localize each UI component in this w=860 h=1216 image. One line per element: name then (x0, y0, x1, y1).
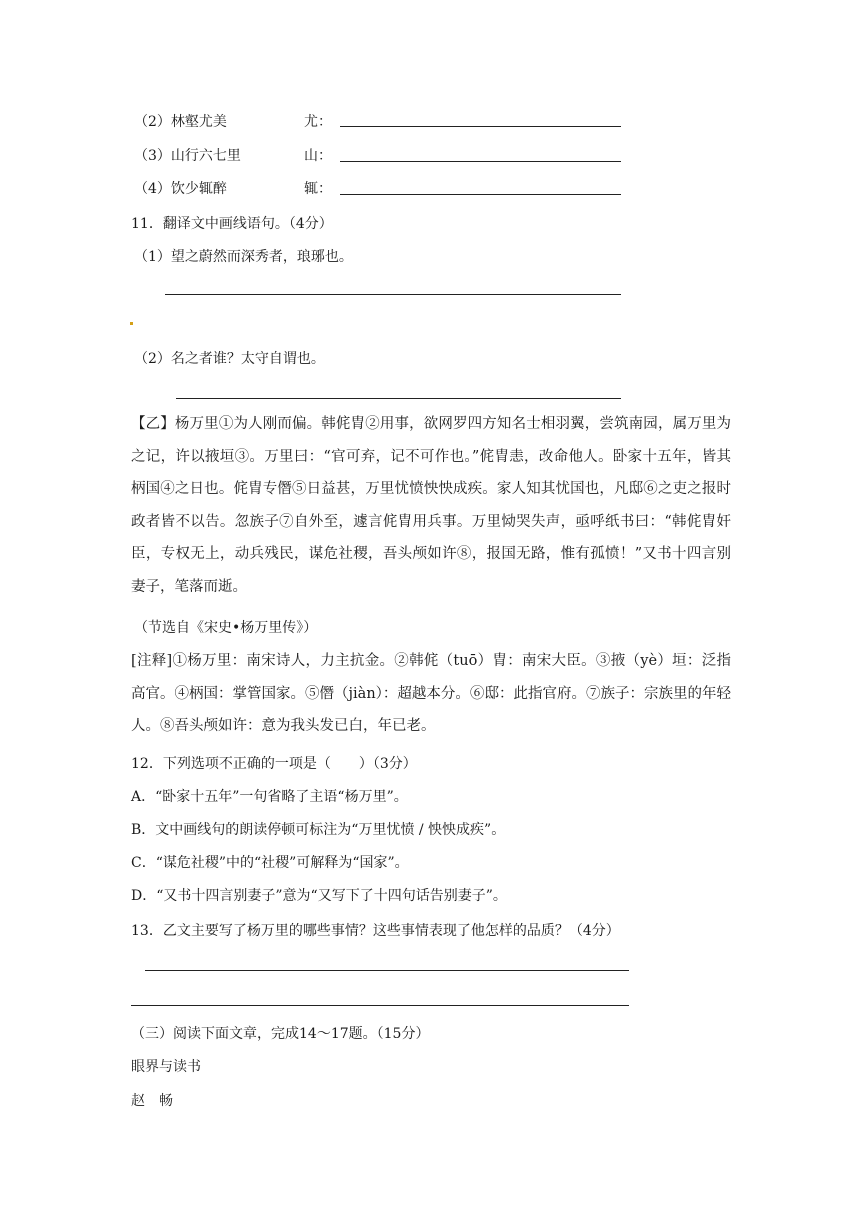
q12-option-a: A．“卧家十五年”一句省略了主语“杨万里”。 (131, 789, 408, 805)
answer-line-q13-1[interactable] (145, 970, 629, 971)
vocab-item-4: （4）饮少辄醉 (134, 181, 227, 197)
vocab-char-3: 山： (304, 148, 332, 164)
passage-b-notes: [注释]①杨万里：南宋诗人，力主抗金。②韩侂（tuō）胄：南宋大臣。③掖（yè）垣：泛指高官。④柄国：掌管国家。⑤僭（jiàn）：超越本分。⑥邸：此指官府。⑦族子：宗族里的年轻人。⑧吾头颅如许：意为我头发已白，年已老。 (131, 653, 731, 734)
answer-line-vocab-4[interactable] (340, 194, 621, 195)
stray-mark (130, 322, 133, 325)
q12-option-d: D．“又书十四言别妻子”意为“又写下了十四句话告别妻子”。 (131, 888, 507, 904)
answer-line-q13-2[interactable] (131, 1005, 629, 1006)
q13-stem: 13．乙文主要写了杨万里的哪些事情？这些事情表现了他怎样的品质？（4分） (131, 923, 620, 939)
vocab-item-3: （3）山行六七里 (134, 148, 241, 164)
vocab-char-4: 辄： (304, 181, 332, 197)
q11-sentence-1: （1）望之蔚然而深秀者，琅琊也。 (134, 249, 353, 265)
q12-stem: 12．下列选项不正确的一项是（ ）（3分） (131, 756, 417, 772)
vocab-char-2: 尤： (304, 114, 332, 130)
passage-b-text: 【乙】杨万里①为人刚而偏。韩侂胄②用事，欲网罗四方知名士相羽翼，尝筑南园，属万里为之记，许以掖垣③。万里曰：“官可弃，记不可作也。”侂胄恚，改命他人。卧家十五年，皆其柄国④之日也。侂胄专僭⑤日益甚，万里忧愤怏怏成疾。家人知其忧国也，凡邸⑥之吏之报时政者皆不以告。忽族子⑦自外至，遽言侂胄用兵事。万里恸哭失声，亟呼纸书曰：“韩侂胄奸臣，专权无上，动兵残民，谋危社稷，吾头颅如许⑧，报国无路，惟有孤愤！”又书十四言别妻子，笔落而逝。 (131, 416, 731, 595)
article-author: 赵 畅 (131, 1093, 173, 1109)
q11-sentence-2: （2）名之者谁？太守自谓也。 (134, 351, 325, 367)
section-3-heading: （三）阅读下面文章，完成14～17题。（15分） (131, 1026, 430, 1042)
answer-line-q11-2[interactable] (176, 398, 621, 399)
q12-option-b: B．文中画线句的朗读停顿可标注为“万里忧愤 / 怏怏成疾”。 (131, 822, 506, 838)
q11-stem: 11．翻译文中画线语句。（4分） (131, 216, 333, 232)
answer-line-vocab-3[interactable] (340, 161, 621, 162)
vocab-item-2: （2）林壑尤美 (134, 114, 227, 130)
answer-line-vocab-2[interactable] (340, 126, 621, 127)
passage-b-source: （节选自《宋史•杨万里传》） (134, 620, 318, 636)
answer-line-q11-1[interactable] (165, 294, 621, 295)
q12-option-c: C．“谋危社稷”中的“社稷”可解释为“国家”。 (131, 855, 409, 871)
article-title: 眼界与读书 (131, 1059, 201, 1075)
